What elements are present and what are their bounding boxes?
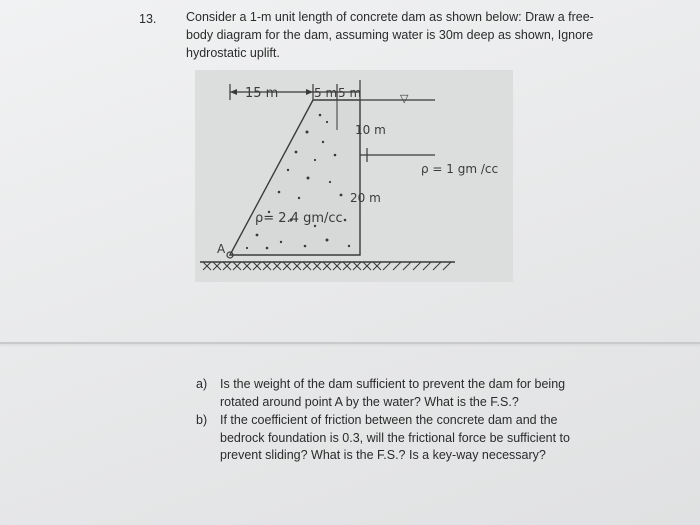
prompt-line: Consider a 1-m unit length of concrete dam as shown below: Draw a free- xyxy=(186,10,594,24)
question-prompt xyxy=(186,8,596,62)
arrowhead-left xyxy=(230,89,237,95)
part-b-text xyxy=(220,412,616,465)
part-b-label: b) xyxy=(196,413,208,427)
part-a xyxy=(196,376,616,411)
depth-label-10m: 10 m xyxy=(355,123,386,137)
arrowhead-right xyxy=(306,89,313,95)
prompt-line: hydrostatic uplift. xyxy=(186,46,280,60)
dam-body xyxy=(230,100,360,255)
ground-hatching xyxy=(203,262,451,270)
part-a-line: rotated around point A by the water? What is the F.S.? xyxy=(220,394,519,409)
prompt-line: body diagram for the dam, assuming water is 30m deep as shown, Ignore xyxy=(186,28,594,42)
water-surface-marker: ▽ xyxy=(400,92,409,105)
dam-diagram xyxy=(195,70,513,282)
water-density-label: ρ = 1 gm /cc xyxy=(421,162,499,176)
part-a-text xyxy=(220,376,616,411)
point-a-label: A xyxy=(217,242,226,256)
dam-diagram-svg xyxy=(195,70,513,282)
dim-label-5m-a: 5 m xyxy=(314,86,338,100)
dim-label-15m: 15 m xyxy=(245,86,279,101)
question-number: 13. xyxy=(139,12,157,26)
part-b-line: bedrock foundation is 0.3, will the frictional force be sufficient to xyxy=(220,430,570,445)
question-parts xyxy=(196,376,616,466)
dim-label-5m-b: 5 m xyxy=(338,86,362,100)
part-b-line: If the coefficient of friction between the concrete dam and the xyxy=(220,413,558,427)
part-b-line: prevent sliding? What is the F.S.? Is a key-way necessary? xyxy=(220,448,546,462)
part-a-label: a) xyxy=(196,377,208,391)
concrete-density-label: ρ= 2.4 gm/cc xyxy=(255,211,343,226)
part-b xyxy=(196,412,616,465)
depth-label-20m: 20 m xyxy=(350,191,381,205)
part-a-line: Is the weight of the dam sufficient to prevent the dam for being xyxy=(220,377,566,391)
page-edge xyxy=(0,342,700,344)
